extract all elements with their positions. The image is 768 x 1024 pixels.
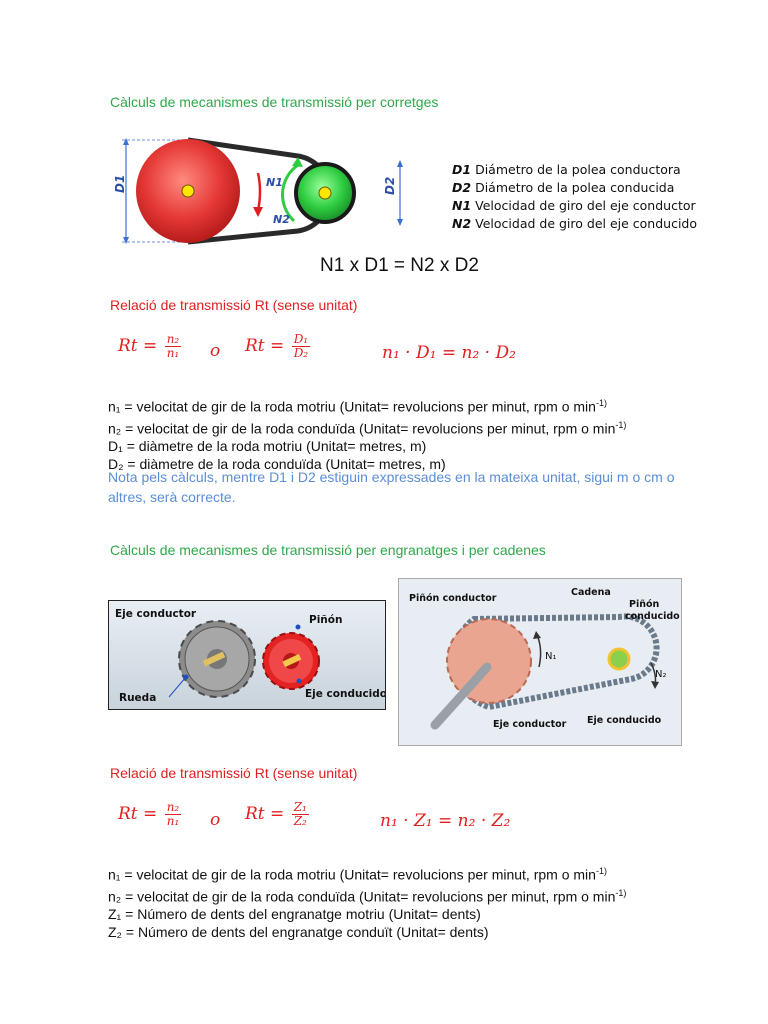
gear-section-title: Càlculs de mecanismes de transmissió per engranatges i per cadenes — [110, 542, 546, 558]
driven-sprocket — [609, 649, 629, 669]
n1-arrow — [258, 173, 260, 211]
belt-pulley-diagram — [108, 133, 438, 251]
wheel-label: Rueda — [119, 692, 157, 704]
belt-definitions — [108, 394, 626, 473]
definition-line: D₂ = diàmetre de la roda conduïda (Unitat= metres, m) — [108, 456, 446, 473]
driver-pinion-label: Piñón conductor — [409, 593, 497, 604]
belt-note: Nota pels càlculs, mentre D1 i D2 estiguin expressades en la mateixa unitat, sigui m o cm o altres, serà correcte. — [108, 469, 675, 505]
gear-ratio-formula-teeth: Rt = $\frac{\text{Z₁}}{\text{Z₂}}$ — [245, 800, 307, 828]
belt-legend — [452, 161, 752, 233]
belt-ratio-formula-diameter: Rt = $\frac{\text{D₁}}{\text{D₂}}$ — [245, 332, 309, 360]
legend-item: D1 Diámetro de la polea conductora — [452, 162, 681, 177]
chain-n2-label: N₂ — [655, 669, 667, 680]
chain-driver-shaft-label: Eje conductor — [493, 719, 567, 730]
chain-label: Cadena — [571, 587, 611, 598]
driven-pinion-label-1: Piñón — [629, 599, 660, 610]
definition-line: n₁ = velocitat de gir de la roda motriu (Unitat= revolucions per minut, rpm o $\min^{-1)}$ — [108, 398, 607, 415]
definition-line: Z₂ = Número de dents del engranatge conduït (Unitat= dents) — [108, 924, 489, 941]
or-separator-2: o — [210, 810, 221, 830]
driven-pinion-label-2: conducido — [625, 611, 680, 622]
definition-line: n₁ = velocitat de gir de la roda motriu (Unitat= revolucions per minut, rpm o $\min^{-1)}$ — [108, 866, 607, 883]
belt-section-title: Càlculs de mecanismes de transmissió per corretges — [110, 94, 439, 110]
legend-item: N2 Velocidad de giro del eje conducido — [452, 216, 698, 231]
definition-line: Z₁ = Número de dents del engranatge motriu (Unitat= dents) — [108, 906, 481, 923]
d2-dimension — [383, 160, 403, 226]
gear-definitions — [108, 862, 626, 941]
definition-line: n₂ = velocitat de gir de la roda conduïda (Unitat= revolucions per minut, rpm o $\min^{-1)}$ — [108, 887, 627, 905]
definition-line: D₁ = diàmetre de la roda motriu (Unitat= metres, m) — [108, 438, 427, 455]
legend-item: D2 Diámetro de la polea conducida — [452, 180, 675, 195]
n1-label: N1 — [266, 176, 283, 189]
gear-diagram — [108, 600, 386, 710]
driven-shaft-label: Eje conducido — [305, 688, 385, 700]
n2-label: N2 — [273, 213, 290, 226]
d2-label: D2 — [383, 176, 397, 195]
belt-speed-diameter-equation: n₁ · D₁ = n₂ · D₂ — [382, 343, 516, 363]
legend-item: N1 Velocidad de giro del eje conductor — [452, 198, 696, 213]
belt-ratio-formula-speed: Rt = $\frac{\text{n₂}}{\text{n₁}}$ — [118, 332, 180, 360]
driven-gear — [263, 633, 319, 689]
definition-line: n₂ = velocitat de gir de la roda conduïda (Unitat= revolucions per minut, rpm o $\min^{-1)}$ — [108, 419, 627, 437]
driver-sprocket — [447, 619, 531, 703]
driver-shaft-label: Eje conductor — [115, 608, 197, 620]
driver-gear — [179, 621, 255, 697]
chain-driven-shaft-label: Eje conducido — [587, 715, 662, 726]
chain-diagram — [398, 578, 682, 746]
gear-speed-teeth-equation: n₁ · Z₁ = n₂ · Z₂ — [380, 811, 511, 831]
pinion-label: Piñón — [309, 614, 343, 626]
d1-label: D1 — [113, 174, 127, 193]
or-separator: o — [210, 341, 221, 361]
gear-ratio-heading: Relació de transmissió Rt (sense unitat) — [110, 765, 358, 781]
belt-main-equation: N1 x D1 = N2 x D2 — [320, 255, 479, 276]
chain-n1-label: N₁ — [545, 651, 557, 662]
belt-ratio-heading: Relació de transmissió Rt (sense unitat) — [110, 297, 358, 313]
gear-ratio-formula-speed: Rt = $\frac{\text{n₂}}{\text{n₁}}$ — [118, 800, 180, 828]
